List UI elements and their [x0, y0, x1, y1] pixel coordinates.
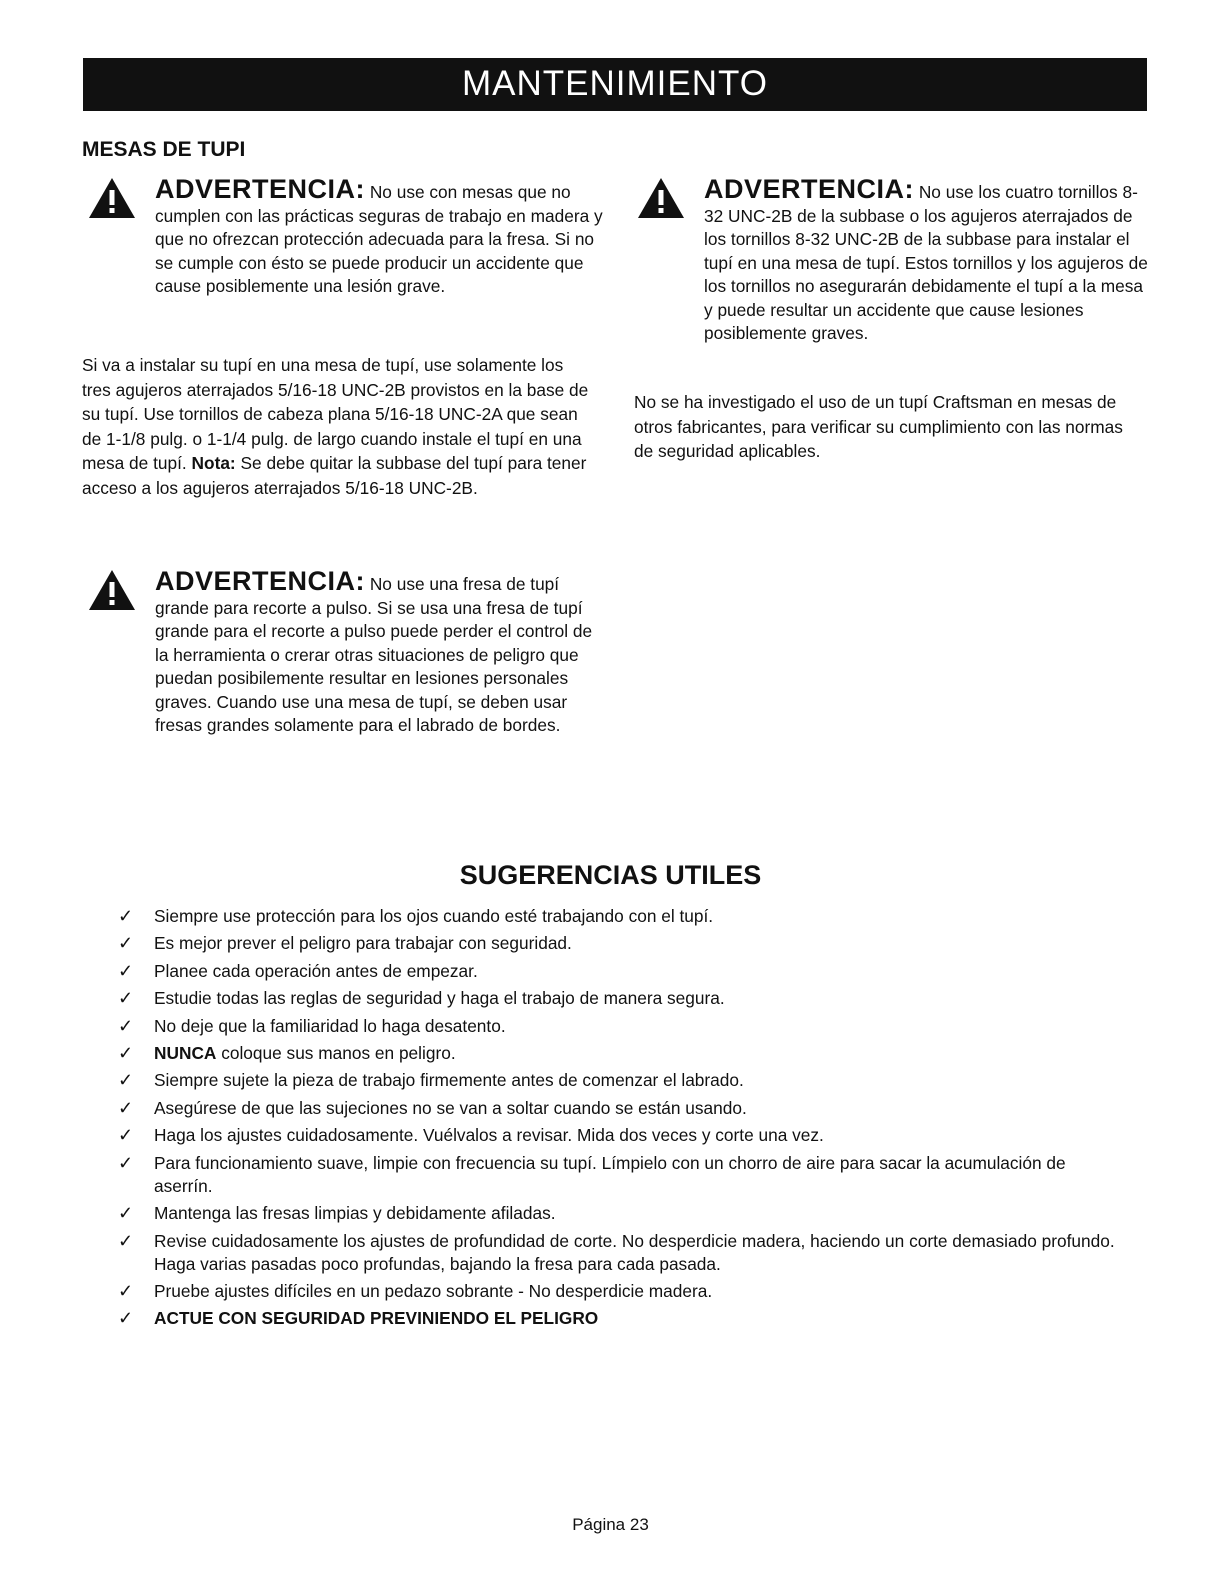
check-icon: ✓: [118, 1230, 134, 1251]
warning-block-3: [636, 174, 1148, 346]
install-text: Si va a instalar su tupí en una mesa de tupí, use solamente los tres agujeros aterrajados 5/16-18 UNC-2B provistos en la base de su tupí. Use tornillos de cabeza plana 5/16-18 UNC-2A que sean de 1-1/8 pulg. o 1-1/4 pulg. de largo cuando instale el tupí en una mesa de tupí.: [82, 355, 589, 473]
tip-text: Para funcionamiento suave, limpie con frecuencia su tupí. Límpielo con un chorro de aire para sacar la acumulación de aserrín.: [154, 1152, 1066, 1196]
tip-emphasis: NUNCA: [154, 1042, 217, 1063]
check-icon: ✓: [118, 1203, 134, 1224]
warning-block-1: [87, 174, 607, 299]
check-icon: ✓: [118, 1042, 134, 1063]
tip-item: [118, 905, 1118, 928]
tip-text: Asegúrese de que las sujeciones no se van a soltar cuando se están usando.: [154, 1097, 747, 1118]
warning-text: [155, 566, 597, 738]
warning-lead: No use los cuatro tornillos: [918, 182, 1118, 202]
install-note-text: Se debe quitar la subbase del tupí para tener acceso a los agujeros aterrajados 5/16-18 UNC-2B.: [82, 453, 587, 498]
tip-item: [118, 1015, 1118, 1038]
warning-lead: No use una fresa de tupí: [369, 574, 560, 594]
check-icon: ✓: [118, 988, 134, 1009]
tip-item: [118, 1230, 1118, 1276]
tip-item: [118, 932, 1118, 955]
tip-text: Pruebe ajustes difíciles en un pedazo sobrante - No desperdicie madera.: [154, 1281, 713, 1302]
header-banner: [83, 58, 1147, 111]
tip-item: [118, 1097, 1118, 1120]
tip-text: coloque sus manos en peligro.: [221, 1042, 456, 1063]
check-icon: ✓: [118, 933, 134, 954]
tip-text: Siempre use protección para los ojos cuando esté trabajando con el tupí.: [154, 906, 714, 926]
check-icon: ✓: [118, 960, 134, 981]
craftsman-paragraph: No se ha investigado el uso de un tupí Craftsman en mesas de otros fabricantes, para verificar su cumplimiento con las normas de seguridad aplicables.: [634, 392, 1123, 461]
check-icon: ✓: [118, 1152, 134, 1173]
warning-triangle-icon: [87, 176, 137, 220]
warning-label: ADVERTENCIA:: [704, 174, 915, 204]
install-paragraph: [82, 353, 592, 500]
warning-body: 8-32 UNC-2B de la subbase o los agujeros aterrajados de los tornillos 8-32 UNC-2B de la subbase para instalar el tupí en una mesa de tupí. Estos tornillos y los agujeros de los tornillos no asegurarán debidamente el tupí a la mesa y puede resultar un accidente que cause lesiones posiblemente graves.: [704, 182, 1148, 343]
warning-label: ADVERTENCIA:: [155, 174, 366, 204]
tip-item: [118, 1202, 1118, 1225]
tip-text: ACTUE CON SEGURIDAD PREVINIENDO EL PELIGRO: [154, 1308, 599, 1329]
tip-item: [118, 987, 1118, 1010]
page-title: MANTENIMIENTO: [462, 64, 768, 103]
check-icon: ✓: [118, 1125, 134, 1146]
tip-item: [118, 1152, 1118, 1198]
tip-text: Es mejor prever el peligro para trabajar con seguridad.: [154, 933, 572, 954]
check-icon: ✓: [118, 906, 134, 926]
check-icon: ✓: [118, 1281, 134, 1302]
tips-heading: SUGERENCIAS UTILES: [459, 860, 762, 890]
tip-text: Haga los ajustes cuidadosamente. Vuélvalos a revisar. Mida dos veces y corte una vez.: [154, 1125, 824, 1146]
warning-text: [704, 174, 1148, 346]
warning-lead: No use con mesas que: [369, 182, 547, 202]
tip-text: Siempre sujete la pieza de trabajo firmemente antes de comenzar el labrado.: [154, 1070, 744, 1091]
tip-item: [118, 960, 1118, 983]
check-icon: ✓: [118, 1015, 134, 1036]
page-number: Página 23: [572, 1515, 649, 1534]
check-icon: ✓: [118, 1097, 134, 1118]
tip-item: [118, 1307, 1118, 1330]
tip-text: No deje que la familiaridad lo haga desatento.: [154, 1015, 506, 1036]
warning-text: [155, 174, 607, 299]
tip-text: Planee cada operación antes de empezar.: [154, 960, 478, 981]
warning-body: no cumplen con las prácticas seguras de trabajo en madera y que no ofrezcan protección adecuada para la fresa. Si no se cumple con ésto se puede producir un accidente que cause posiblemente una lesión grave.: [155, 182, 603, 296]
tip-text: Revise cuidadosamente los ajustes de profundidad de corte. No desperdicie madera, haciendo un corte demasiado profundo. Haga varias pasadas poco profundas, bajando la fresa para cada pasada.: [154, 1230, 1115, 1274]
check-icon: ✓: [118, 1070, 134, 1091]
warning-triangle-icon: [87, 568, 137, 612]
tip-item: [118, 1042, 1118, 1065]
tips-list: [118, 905, 1118, 1335]
check-icon: ✓: [118, 1308, 134, 1329]
warning-body: grande para recorte a pulso. Si se usa una fresa de tupí grande para el recorte a pulso puede perder el control de la herramienta o crerar otras situaciones de peligro que puedan posibilemente resultar en lesiones personales graves. Cuando use una mesa de tupí, se deben usar fresas grandes solamente para el labrado de bordes.: [155, 597, 593, 735]
warning-triangle-icon: [636, 176, 686, 220]
tip-item: [118, 1124, 1118, 1147]
tip-item: [118, 1069, 1118, 1092]
section-heading: MESAS DE TUPI: [82, 138, 246, 161]
tip-text: Mantenga las fresas limpias y debidamente afiladas.: [154, 1203, 556, 1224]
warning-block-2: [87, 566, 597, 738]
tip-item: [118, 1280, 1118, 1303]
tip-text: Estudie todas las reglas de seguridad y haga el trabajo de manera segura.: [154, 988, 725, 1009]
note-label: Nota:: [191, 453, 236, 473]
warning-label: ADVERTENCIA:: [155, 566, 366, 596]
